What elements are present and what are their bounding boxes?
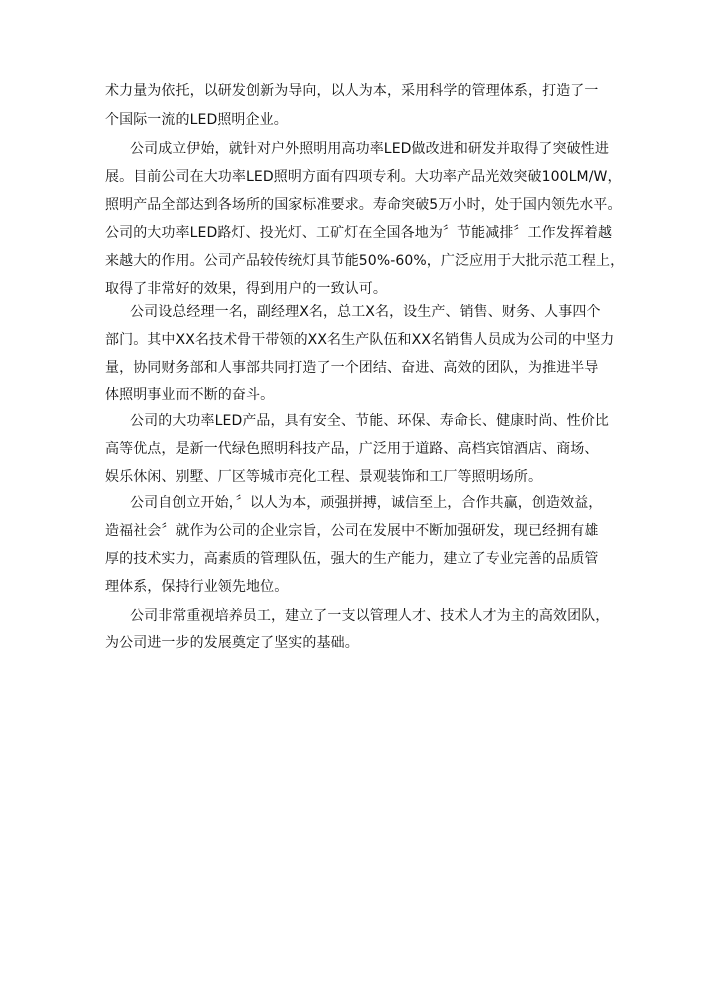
text-line: 公司的大功率LED路灯、投光灯、工矿灯在全国各地为〞节能减排〞工作发挥着越 [105, 225, 613, 241]
text-line: 公司设总经理一名，副经理X名，总工X名，设生产、销售、财务、人事四个 [130, 304, 601, 320]
text-line: 来越大的作用。公司产品较传统灯具节能50%-60%，广泛应用于大批示范工程上， [105, 253, 625, 269]
text-line: 量，协同财务部和人事部共同打造了一个团结、奋进、高效的团队，为推进半导 [105, 360, 599, 376]
text-line: 厚的技术实力，高素质的管理队伍，强大的生产能力，建立了专业完善的品质管 [105, 551, 599, 567]
text-line: 术力量为依托，以研发创新为导向，以人为本，采用科学的管理体系，打造了一 [105, 83, 599, 99]
text-line: 公司非常重视培养员工，建立了一支以管理人才、技术人才为主的高效团队， [130, 608, 610, 624]
text-line: 娱乐休闲、别墅、厂区等城市亮化工程、景观装饰和工厂等照明场所。 [105, 469, 543, 485]
text-line: 个国际一流的LED照明企业。 [105, 112, 288, 128]
text-line: 理体系，保持行业领先地位。 [105, 579, 289, 595]
text-line: 公司自创立开始，〞以人为本，顽强拼搏，诚信至上，合作共赢，创造效益， [130, 495, 603, 511]
text-line: 照明产品全部达到各场所的国家标准要求。寿命突破5万小时，处于国内领先水平。 [105, 197, 622, 213]
text-line: 为公司进一步的发展奠定了坚实的基础。 [105, 635, 359, 651]
text-line: 体照明事业而不断的奋斗。 [105, 387, 275, 403]
text-line: 部门。其中XX名技术骨干带领的XX名生产队伍和XX名销售人员成为公司的中坚力 [105, 332, 615, 348]
text-line: 取得了非常好的效果，得到用户的一致认可。 [105, 281, 387, 297]
text-line: 公司成立伊始，就针对户外照明用高功率LED做改进和研发并取得了突破性进 [130, 141, 609, 157]
text-line: 高等优点，是新一代绿色照明科技产品，广泛用于道路、高档宾馆酒店、商场、 [105, 441, 599, 457]
text-line: 展。目前公司在大功率LED照明方面有四项专利。大功率产品光效突破100LM/W， [105, 169, 622, 185]
text-line: 造福社会〞就作为公司的企业宗旨，公司在发展中不断加强研发，现已经拥有雄 [105, 523, 599, 539]
text-line: 公司的大功率LED产品，具有安全、节能、环保、寿命长、健康时尚、性价比 [130, 413, 609, 429]
